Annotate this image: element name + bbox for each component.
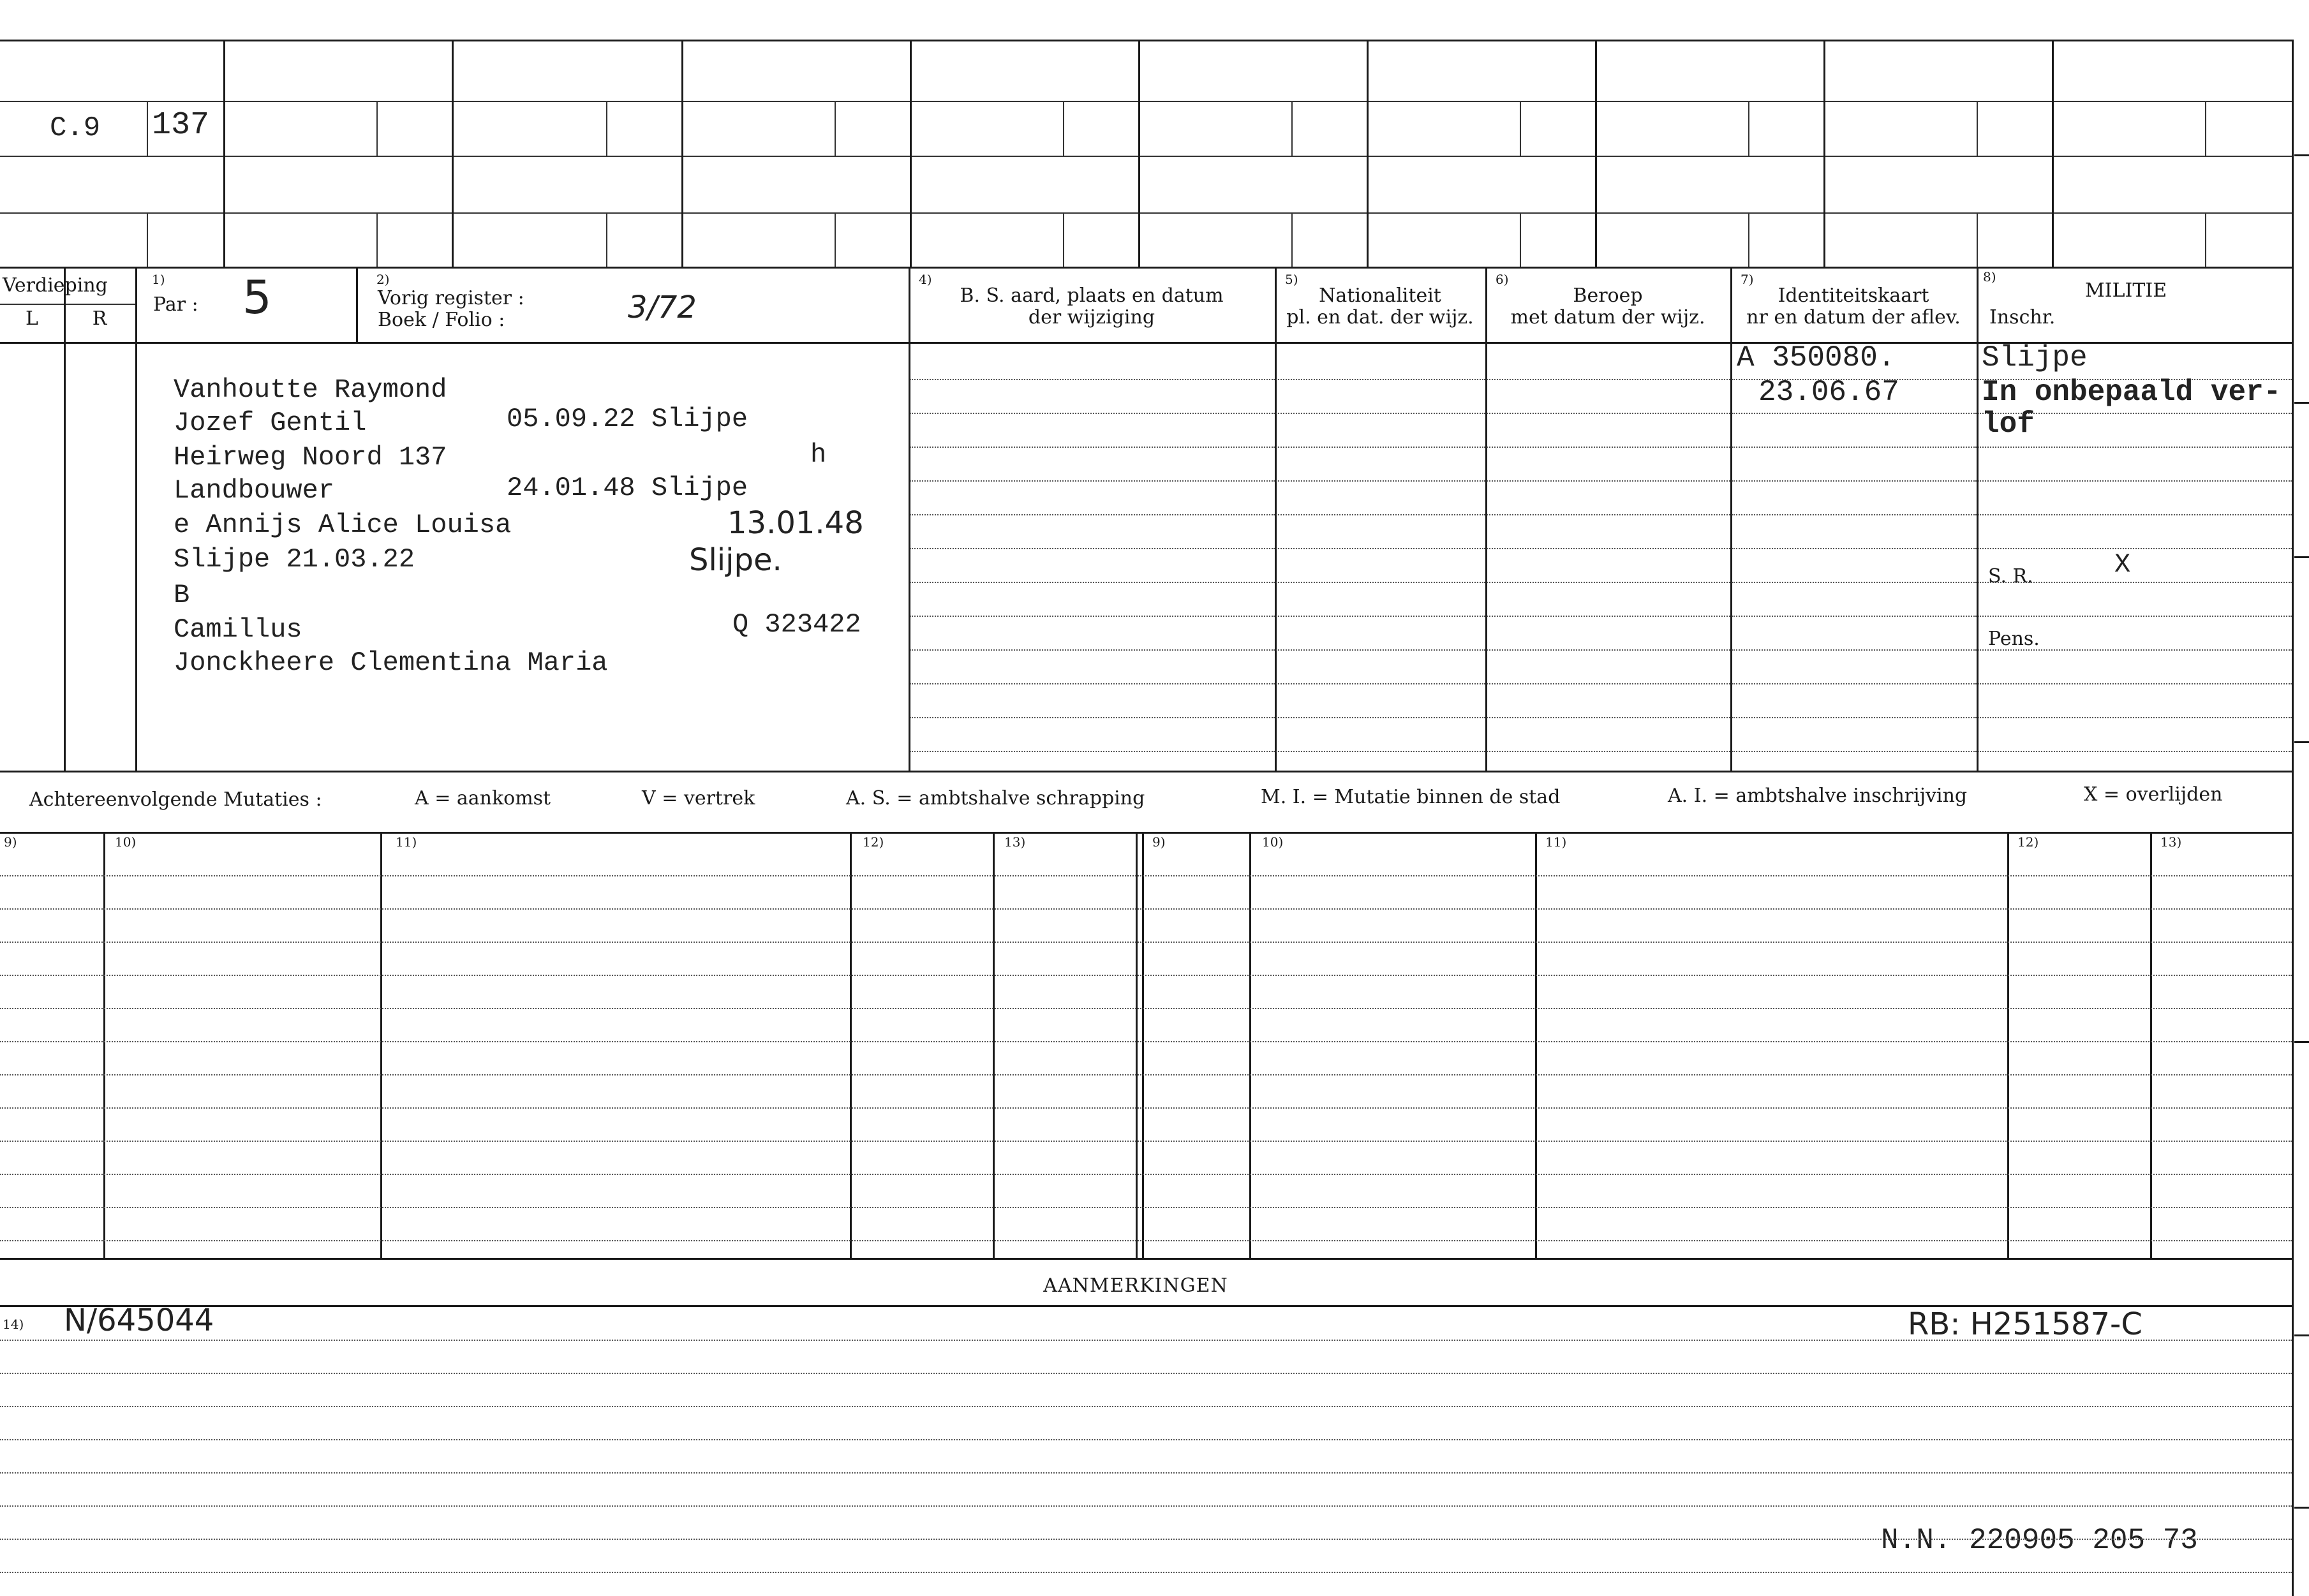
bs-label-2: der wijziging (1028, 306, 1155, 329)
nat-dotted-row (1276, 582, 1485, 583)
top-minor-vline (147, 212, 148, 267)
mut-vline (1136, 832, 1138, 1258)
col-sep-id (1730, 267, 1732, 771)
legend-item: M. I. = Mutatie binnen de stad (1261, 786, 1561, 808)
edge-tick (2294, 402, 2309, 404)
verdieping-label: Verdieping (3, 274, 108, 297)
id-dotted-row (1732, 548, 1977, 549)
mutation-dotted-row (0, 1141, 2292, 1142)
top-minor-vline (147, 101, 148, 156)
edge-tick (2294, 741, 2309, 743)
id-card-number: A 350080. (1737, 341, 1896, 374)
nat-label-2: pl. en dat. der wijz. (1286, 306, 1474, 329)
ber-dotted-row (1487, 379, 1730, 380)
nat-dotted-row (1276, 751, 1485, 752)
mutation-dotted-row (0, 975, 2292, 976)
mut-vline (2150, 832, 2152, 1258)
bs-label-1: B. S. aard, plaats en datum (960, 284, 1224, 307)
handwritten-place: Slijpe. (689, 542, 782, 578)
ber-dotted-row (1487, 447, 1730, 448)
id-reference: Q 323422 (732, 609, 861, 640)
legend-item: V = vertrek (642, 787, 755, 809)
handwritten-date: 13.01.48 (727, 505, 864, 541)
mil-inschr-label: Inschr. (1989, 306, 2056, 329)
col-sep-l (64, 267, 66, 771)
ber-dotted-row (1487, 717, 1730, 718)
mil-dotted-row (1978, 616, 2292, 617)
bs-dotted-row (910, 548, 1275, 549)
remarks-dotted-row (0, 1340, 2292, 1341)
person-line: Vanhoutte Raymond (174, 374, 447, 405)
par-mark: 5 (242, 270, 272, 324)
mutation-dotted-row (0, 1074, 2292, 1075)
mut-col-number: 12) (863, 834, 884, 850)
top-border (0, 40, 2294, 41)
nat-dotted-row (1276, 548, 1485, 549)
mil-dotted-row (1978, 514, 2292, 515)
id-dotted-row (1732, 447, 1977, 448)
nat-dotted-row (1276, 717, 1485, 718)
ber-dotted-row (1487, 514, 1730, 515)
boek-value: 3/72 (628, 290, 697, 325)
mutation-dotted-row (0, 875, 2292, 876)
top-minor-vline (2205, 212, 2206, 267)
remarks-dotted-row (0, 1406, 2292, 1407)
remarks-dotted-row (0, 1373, 2292, 1374)
top-vline (1823, 40, 1825, 267)
mut-col-number: 13) (2160, 834, 2182, 850)
remarks-dotted-row (0, 1505, 2292, 1507)
nat-label-1: Nationaliteit (1319, 284, 1441, 307)
sr-label: S. R. (1988, 565, 2033, 587)
top-minor-vline (376, 101, 378, 156)
person-line: Landbouwer (174, 475, 335, 506)
vorig-label: Vorig register : (378, 287, 524, 309)
mut-col-number: 9) (4, 834, 17, 850)
top-minor-vline (1748, 101, 1749, 156)
mil-dotted-row (1978, 480, 2292, 482)
top-minor-vline (376, 212, 378, 267)
nat-dotted-row (1276, 514, 1485, 515)
top-grid-line-1 (0, 101, 2294, 102)
col-sep-r (135, 267, 137, 771)
bs-dotted-row (910, 514, 1275, 515)
legend-item: A. I. = ambtshalve inschrijving (1668, 785, 1968, 807)
person-line: Slijpe 21.03.22 (174, 544, 415, 575)
col-sep-mil (1977, 267, 1979, 771)
legend-item: X = overlijden (2084, 783, 2223, 806)
top-minor-vline (835, 212, 836, 267)
mil-dotted-row (1978, 751, 2292, 752)
ber-number: 6) (1496, 272, 1509, 287)
mut-vline (380, 832, 382, 1258)
bs-dotted-row (910, 717, 1275, 718)
nat-dotted-row (1276, 616, 1485, 617)
marriage-marker: h (810, 440, 827, 470)
col-sep-ber (1485, 267, 1487, 771)
top-vline (2052, 40, 2054, 267)
legend-title: Achtereenvolgende Mutaties : (29, 788, 322, 811)
nat-dotted-row (1276, 447, 1485, 448)
mutation-dotted-row (0, 908, 2292, 910)
top-grid-line-2 (0, 156, 2294, 157)
top-vline (223, 40, 225, 267)
remarks-dotted-row (0, 1472, 2292, 1474)
house-number: 137 (152, 107, 210, 144)
nat-dotted-row (1276, 379, 1485, 380)
mut-col-number: 9) (1152, 834, 1166, 850)
mut-vline (103, 832, 105, 1258)
mut-col-number: 10) (115, 834, 137, 850)
legend-top-line (0, 771, 2294, 772)
nat-number: 5) (1285, 272, 1298, 287)
par-label: Par : (153, 293, 198, 316)
person-line: Heirweg Noord 137 (174, 442, 447, 473)
id-label-2: nr en datum der aflev. (1746, 306, 1961, 329)
remarks-dotted-row (0, 1572, 2292, 1573)
person-line: e Annijs Alice Louisa (174, 510, 512, 540)
par-number: 1) (152, 272, 165, 287)
top-minor-vline (1977, 212, 1978, 267)
mutation-dotted-row (0, 1174, 2292, 1175)
remarks-rb: RB: H251587-C (1908, 1306, 2142, 1342)
top-vline (681, 40, 683, 267)
ber-dotted-row (1487, 413, 1730, 414)
header-bottom-line (0, 342, 2294, 344)
top-minor-vline (1063, 101, 1064, 156)
col-sep-bs (909, 267, 910, 771)
vorig-number: 2) (376, 272, 390, 287)
edge-tick (2294, 154, 2309, 156)
marriage-date: 24.01.48 Slijpe (507, 473, 748, 503)
id-dotted-row (1732, 717, 1977, 718)
id-dotted-row (1732, 683, 1977, 684)
mil-number: 8) (1983, 269, 1996, 284)
header-top-line (0, 267, 2294, 269)
mut-col-number: 11) (1545, 834, 1567, 850)
top-vline (452, 40, 454, 267)
top-minor-vline (1977, 101, 1978, 156)
person-line: Camillus (174, 614, 302, 645)
top-vline (910, 40, 912, 267)
mutation-dotted-row (0, 1240, 2292, 1241)
nat-dotted-row (1276, 649, 1485, 651)
id-label-1: Identiteitskaart (1778, 284, 1929, 307)
militie-line: In onbepaald ver- (1982, 376, 2282, 409)
bs-dotted-row (910, 616, 1275, 617)
mut-vline (993, 832, 995, 1258)
bs-dotted-row (910, 447, 1275, 448)
mutation-dotted-row (0, 942, 2292, 943)
remarks-title: AANMERKINGEN (1043, 1275, 1228, 1297)
top-minor-vline (1748, 212, 1749, 267)
bs-dotted-row (910, 683, 1275, 684)
ber-dotted-row (1487, 480, 1730, 482)
mut-col-number: 10) (1262, 834, 1284, 850)
bs-dotted-row (910, 649, 1275, 651)
top-minor-vline (835, 101, 836, 156)
mil-dotted-row (1978, 447, 2292, 448)
bs-number: 4) (919, 272, 932, 287)
militie-line: lof (1982, 408, 2035, 441)
top-minor-vline (1291, 212, 1293, 267)
ber-dotted-row (1487, 649, 1730, 651)
bs-dotted-row (910, 480, 1275, 482)
bs-dotted-row (910, 379, 1275, 380)
top-minor-vline (1520, 101, 1521, 156)
id-dotted-row (1732, 480, 1977, 482)
edge-tick (2294, 1334, 2309, 1336)
ber-dotted-row (1487, 616, 1730, 617)
mutation-dotted-row (0, 1041, 2292, 1042)
right-border (2292, 40, 2294, 1596)
id-card-date: 23.06.67 (1758, 376, 1899, 409)
mutation-dotted-row (0, 1008, 2292, 1009)
remarks-ref: N/645044 (64, 1303, 214, 1338)
top-minor-vline (606, 101, 607, 156)
ber-label-2: met datum der wijz. (1510, 306, 1705, 329)
nat-dotted-row (1276, 480, 1485, 482)
mil-dotted-row (1978, 548, 2292, 549)
id-dotted-row (1732, 582, 1977, 583)
id-dotted-row (1732, 751, 1977, 752)
mut-vline (850, 832, 852, 1258)
ber-dotted-row (1487, 582, 1730, 583)
id-number: 7) (1741, 272, 1754, 287)
sr-value: X (2114, 549, 2131, 580)
remarks-nn: N.N. 220905 205 73 (1881, 1524, 2198, 1557)
mut-vline (1535, 832, 1537, 1258)
mut-vline (1142, 832, 1144, 1258)
bs-dotted-row (910, 751, 1275, 752)
ber-label-1: Beroep (1573, 284, 1643, 307)
mutation-bottom-line (0, 1258, 2294, 1260)
bs-dotted-row (910, 582, 1275, 583)
bs-dotted-row (910, 413, 1275, 414)
top-vline (1367, 40, 1369, 267)
top-minor-vline (1063, 212, 1064, 267)
militie-line: Slijpe (1982, 341, 2088, 374)
legend-item: A. S. = ambtshalve schrapping (846, 787, 1145, 809)
id-dotted-row (1732, 514, 1977, 515)
boek-label: Boek / Folio : (378, 309, 505, 331)
person-line: Jonckheere Clementina Maria (174, 647, 608, 678)
pens-label: Pens. (1988, 628, 2040, 650)
top-minor-vline (606, 212, 607, 267)
remarks-dotted-row (0, 1539, 2292, 1540)
top-minor-vline (2205, 101, 2206, 156)
birth-date: 05.09.22 Slijpe (507, 404, 748, 434)
col-sep-par (356, 267, 358, 342)
id-dotted-row (1732, 616, 1977, 617)
col-sep-nat (1275, 267, 1277, 771)
id-dotted-row (1732, 413, 1977, 414)
edge-tick (2294, 1507, 2309, 1509)
edge-tick (2294, 556, 2309, 558)
top-grid-line-3 (0, 212, 2294, 214)
ber-dotted-row (1487, 751, 1730, 752)
ber-dotted-row (1487, 683, 1730, 684)
person-line: B (174, 580, 190, 610)
top-vline (1595, 40, 1597, 267)
mutation-top-line (0, 832, 2294, 834)
col-r-label: R (92, 307, 107, 330)
mut-col-number: 12) (2017, 834, 2039, 850)
mut-vline (1249, 832, 1251, 1258)
remarks-dotted-row (0, 1439, 2292, 1440)
mil-title: MILITIE (2085, 279, 2167, 302)
mut-vline (2007, 832, 2009, 1258)
ber-dotted-row (1487, 548, 1730, 549)
remarks-number: 14) (3, 1317, 24, 1332)
top-minor-vline (1291, 101, 1293, 156)
mutation-dotted-row (0, 1207, 2292, 1208)
mutation-dotted-row (0, 1107, 2292, 1109)
id-dotted-row (1732, 649, 1977, 651)
legend-item: A = aankomst (415, 787, 551, 809)
nat-dotted-row (1276, 683, 1485, 684)
lr-sep-line (0, 304, 135, 305)
mil-dotted-row (1978, 717, 2292, 718)
mil-dotted-row (1978, 683, 2292, 684)
mut-col-number: 11) (396, 834, 417, 850)
house-code: C.9 (50, 112, 101, 144)
top-minor-vline (1520, 212, 1521, 267)
top-vline (1138, 40, 1140, 267)
person-line: Jozef Gentil (174, 408, 367, 438)
nat-dotted-row (1276, 413, 1485, 414)
edge-tick (2294, 1041, 2309, 1043)
mut-col-number: 13) (1004, 834, 1026, 850)
col-l-label: L (26, 307, 38, 330)
